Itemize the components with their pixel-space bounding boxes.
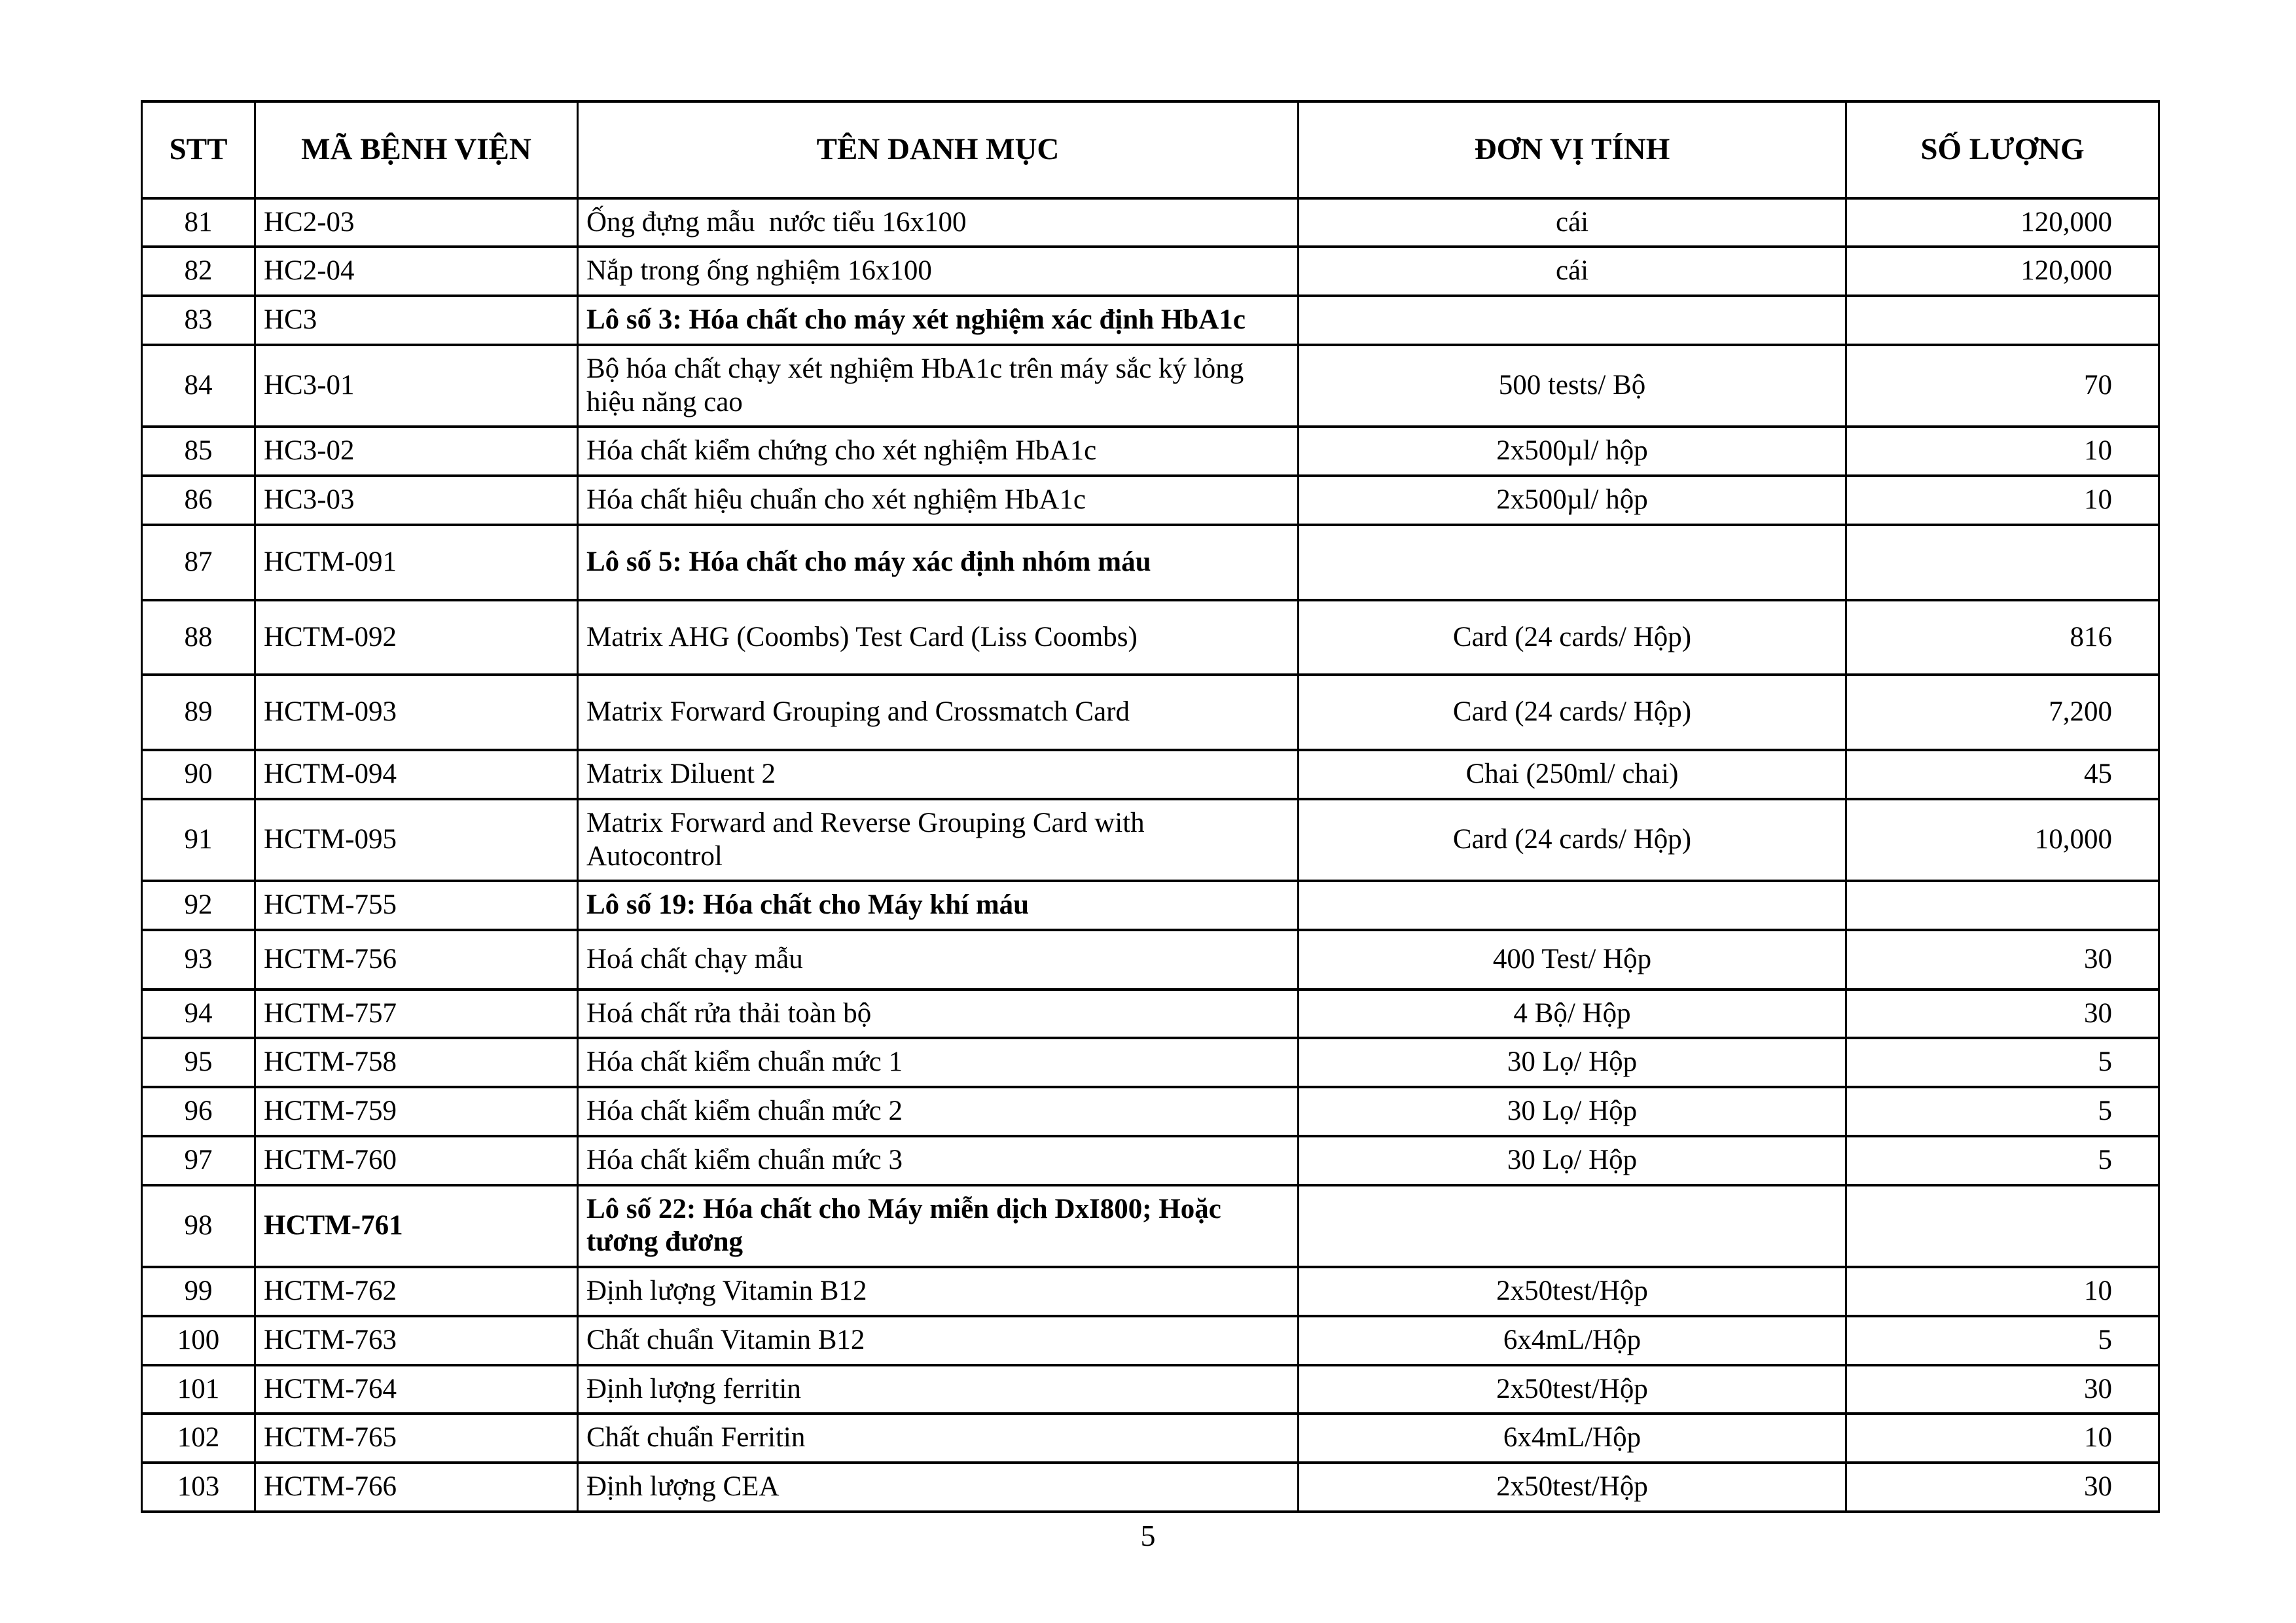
table-row — [142, 600, 2159, 675]
table-row — [142, 990, 2159, 1039]
cell-sl: 7,200 — [1846, 675, 2159, 750]
cell-ma: HCTM-755 — [255, 881, 578, 930]
table-body — [142, 198, 2159, 1512]
table-row — [142, 198, 2159, 247]
cell-sl: 5 — [1846, 1087, 2159, 1136]
cell-ten: Lô số 3: Hóa chất cho máy xét nghiệm xác định HbA1c — [578, 296, 1299, 345]
cell-dvt: 4 Bộ/ Hộp — [1299, 990, 1846, 1039]
table-row — [142, 1463, 2159, 1512]
cell-sl: 70 — [1846, 345, 2159, 427]
cell-ma: HCTM-756 — [255, 930, 578, 990]
cell-sl: 30 — [1846, 930, 2159, 990]
cell-ma: HCTM-094 — [255, 750, 578, 799]
table-row — [142, 427, 2159, 476]
cell-ten: Hoá chất chạy mẫu — [578, 930, 1299, 990]
cell-dvt: 2x50test/Hộp — [1299, 1365, 1846, 1414]
table-row — [142, 525, 2159, 600]
table-row — [142, 476, 2159, 525]
cell-ten: Chất chuẩn Ferritin — [578, 1414, 1299, 1463]
cell-stt: 98 — [142, 1185, 255, 1267]
cell-ten: Hoá chất rửa thải toàn bộ — [578, 990, 1299, 1039]
column-header-ten: TÊN DANH MỤC — [578, 101, 1299, 198]
column-header-ma: MÃ BỆNH VIỆN — [255, 101, 578, 198]
cell-sl — [1846, 296, 2159, 345]
cell-dvt: 30 Lọ/ Hộp — [1299, 1038, 1846, 1087]
cell-ten: Lô số 5: Hóa chất cho máy xác định nhóm máu — [578, 525, 1299, 600]
items-table — [141, 100, 2160, 1513]
cell-ma: HCTM-759 — [255, 1087, 578, 1136]
cell-ma: HCTM-764 — [255, 1365, 578, 1414]
cell-stt: 85 — [142, 427, 255, 476]
cell-ma: HC3 — [255, 296, 578, 345]
cell-stt: 99 — [142, 1267, 255, 1316]
cell-ten: Hóa chất kiểm chuẩn mức 1 — [578, 1038, 1299, 1087]
cell-sl: 120,000 — [1846, 198, 2159, 247]
cell-ma: HCTM-760 — [255, 1136, 578, 1185]
cell-dvt: Chai (250ml/ chai) — [1299, 750, 1846, 799]
cell-sl: 45 — [1846, 750, 2159, 799]
cell-ten: Nắp trong ống nghiệm 16x100 — [578, 247, 1299, 296]
cell-sl — [1846, 881, 2159, 930]
table-row — [142, 1365, 2159, 1414]
cell-dvt: 30 Lọ/ Hộp — [1299, 1136, 1846, 1185]
cell-ten: Hóa chất kiểm chuẩn mức 2 — [578, 1087, 1299, 1136]
cell-sl: 5 — [1846, 1038, 2159, 1087]
page-number: 5 — [1140, 1519, 1156, 1552]
cell-ten: Định lượng ferritin — [578, 1365, 1299, 1414]
cell-sl: 10 — [1846, 1267, 2159, 1316]
table-row — [142, 1316, 2159, 1365]
cell-ten: Lô số 22: Hóa chất cho Máy miễn dịch DxI800; Hoặc tương đương — [578, 1185, 1299, 1267]
cell-ma: HCTM-761 — [255, 1185, 578, 1267]
table-row — [142, 1185, 2159, 1267]
cell-ma: HCTM-762 — [255, 1267, 578, 1316]
cell-ten: Ống đựng mẫu nước tiểu 16x100 — [578, 198, 1299, 247]
cell-dvt: 2x500µl/ hộp — [1299, 427, 1846, 476]
cell-sl: 5 — [1846, 1136, 2159, 1185]
cell-ten: Matrix AHG (Coombs) Test Card (Liss Coombs) — [578, 600, 1299, 675]
cell-stt: 88 — [142, 600, 255, 675]
cell-dvt: cái — [1299, 247, 1846, 296]
cell-stt: 90 — [142, 750, 255, 799]
cell-stt: 91 — [142, 799, 255, 881]
table-row — [142, 881, 2159, 930]
cell-sl: 5 — [1846, 1316, 2159, 1365]
cell-stt: 82 — [142, 247, 255, 296]
cell-dvt: 2x50test/Hộp — [1299, 1463, 1846, 1512]
table-row — [142, 675, 2159, 750]
table-row — [142, 750, 2159, 799]
cell-ma: HC3-03 — [255, 476, 578, 525]
table-row — [142, 247, 2159, 296]
cell-stt: 81 — [142, 198, 255, 247]
cell-stt: 103 — [142, 1463, 255, 1512]
column-header-sl: SỐ LƯỢNG — [1846, 101, 2159, 198]
cell-ten: Lô số 19: Hóa chất cho Máy khí máu — [578, 881, 1299, 930]
cell-stt: 86 — [142, 476, 255, 525]
cell-sl — [1846, 525, 2159, 600]
cell-dvt — [1299, 296, 1846, 345]
header-row — [142, 101, 2159, 198]
cell-sl: 10 — [1846, 427, 2159, 476]
cell-ma: HCTM-765 — [255, 1414, 578, 1463]
table-row — [142, 1414, 2159, 1463]
cell-ma: HC3-01 — [255, 345, 578, 427]
cell-stt: 101 — [142, 1365, 255, 1414]
cell-dvt: 30 Lọ/ Hộp — [1299, 1087, 1846, 1136]
table-row — [142, 1038, 2159, 1087]
cell-ma: HCTM-766 — [255, 1463, 578, 1512]
cell-ten: Matrix Diluent 2 — [578, 750, 1299, 799]
cell-ma: HCTM-095 — [255, 799, 578, 881]
table-row — [142, 345, 2159, 427]
cell-sl: 30 — [1846, 1365, 2159, 1414]
cell-ten: Hóa chất kiểm chuẩn mức 3 — [578, 1136, 1299, 1185]
cell-ma: HCTM-092 — [255, 600, 578, 675]
cell-ma: HCTM-758 — [255, 1038, 578, 1087]
cell-sl — [1846, 1185, 2159, 1267]
cell-sl: 816 — [1846, 600, 2159, 675]
cell-ma: HC3-02 — [255, 427, 578, 476]
cell-stt: 84 — [142, 345, 255, 427]
column-header-dvt: ĐƠN VỊ TÍNH — [1299, 101, 1846, 198]
cell-sl: 30 — [1846, 1463, 2159, 1512]
column-header-stt: STT — [142, 101, 255, 198]
cell-dvt: 2x50test/Hộp — [1299, 1267, 1846, 1316]
cell-dvt: cái — [1299, 198, 1846, 247]
cell-stt: 93 — [142, 930, 255, 990]
table-row — [142, 296, 2159, 345]
cell-ten: Matrix Forward and Reverse Grouping Card with Autocontrol — [578, 799, 1299, 881]
cell-stt: 95 — [142, 1038, 255, 1087]
table-row — [142, 1267, 2159, 1316]
cell-stt: 96 — [142, 1087, 255, 1136]
table-header — [142, 101, 2159, 198]
cell-dvt — [1299, 881, 1846, 930]
cell-dvt: Card (24 cards/ Hộp) — [1299, 799, 1846, 881]
cell-stt: 83 — [142, 296, 255, 345]
cell-dvt: 2x500µl/ hộp — [1299, 476, 1846, 525]
cell-ma: HCTM-093 — [255, 675, 578, 750]
cell-ten: Định lượng Vitamin B12 — [578, 1267, 1299, 1316]
cell-sl: 120,000 — [1846, 247, 2159, 296]
cell-stt: 97 — [142, 1136, 255, 1185]
cell-sl: 10 — [1846, 476, 2159, 525]
cell-ma: HCTM-763 — [255, 1316, 578, 1365]
cell-ten: Hóa chất hiệu chuẩn cho xét nghiệm HbA1c — [578, 476, 1299, 525]
cell-ma: HCTM-757 — [255, 990, 578, 1039]
cell-dvt — [1299, 525, 1846, 600]
cell-ma: HCTM-091 — [255, 525, 578, 600]
cell-stt: 89 — [142, 675, 255, 750]
cell-ten: Chất chuẩn Vitamin B12 — [578, 1316, 1299, 1365]
cell-stt: 92 — [142, 881, 255, 930]
cell-dvt: Card (24 cards/ Hộp) — [1299, 600, 1846, 675]
cell-ten: Matrix Forward Grouping and Crossmatch Card — [578, 675, 1299, 750]
cell-ten: Hóa chất kiểm chứng cho xét nghiệm HbA1c — [578, 427, 1299, 476]
cell-dvt: 400 Test/ Hộp — [1299, 930, 1846, 990]
table-row — [142, 1087, 2159, 1136]
cell-dvt — [1299, 1185, 1846, 1267]
cell-ten: Định lượng CEA — [578, 1463, 1299, 1512]
cell-ma: HC2-04 — [255, 247, 578, 296]
cell-dvt: 6x4mL/Hộp — [1299, 1414, 1846, 1463]
table-row — [142, 930, 2159, 990]
cell-ma: HC2-03 — [255, 198, 578, 247]
cell-stt: 102 — [142, 1414, 255, 1463]
cell-dvt: Card (24 cards/ Hộp) — [1299, 675, 1846, 750]
cell-dvt: 500 tests/ Bộ — [1299, 345, 1846, 427]
table-row — [142, 1136, 2159, 1185]
cell-sl: 10,000 — [1846, 799, 2159, 881]
cell-dvt: 6x4mL/Hộp — [1299, 1316, 1846, 1365]
cell-ten: Bộ hóa chất chạy xét nghiệm HbA1c trên máy sắc ký lỏng hiệu năng cao — [578, 345, 1299, 427]
cell-sl: 30 — [1846, 990, 2159, 1039]
cell-stt: 87 — [142, 525, 255, 600]
cell-stt: 94 — [142, 990, 255, 1039]
cell-sl: 10 — [1846, 1414, 2159, 1463]
cell-stt: 100 — [142, 1316, 255, 1365]
table-row — [142, 799, 2159, 881]
